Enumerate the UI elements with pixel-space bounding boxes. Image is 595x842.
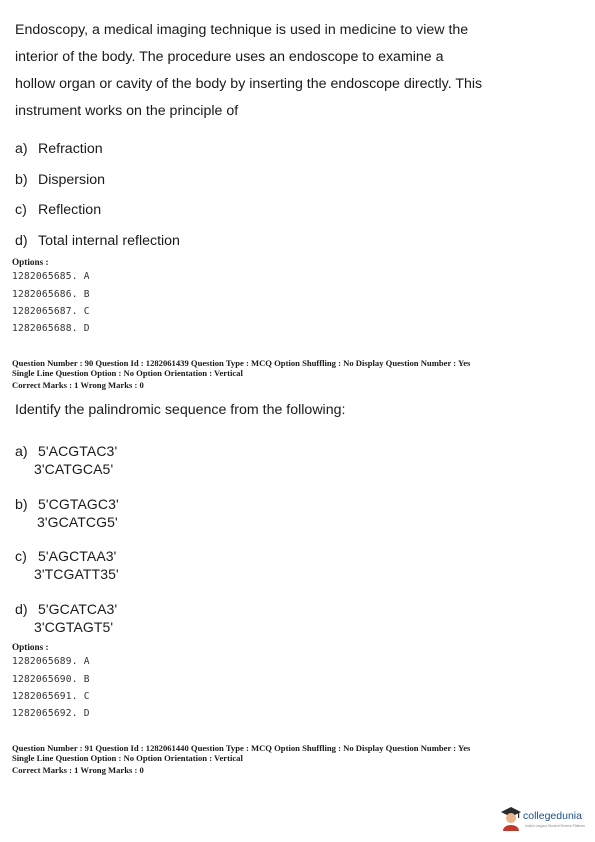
q2-meta-line-3: Correct Marks : 1 Wrong Marks : 0 (12, 380, 144, 390)
q2-option-d-letter: d) (15, 602, 28, 618)
q2-option-b-seq2: 3'GCATCG5' (37, 514, 118, 530)
q2-option-d (15, 601, 117, 618)
logo-name: collegedunia (523, 810, 582, 822)
graduate-avatar-icon (500, 805, 522, 831)
q1-option-a-text: Refraction (38, 141, 103, 157)
q2-meta (12, 359, 470, 391)
q1-option-b-text: Dispersion (38, 172, 106, 188)
q2-option-b-letter: b) (15, 497, 28, 513)
q1-option-b-letter: b) (15, 172, 28, 188)
q2-option-a-seq2: 3'CATGCA5' (34, 461, 114, 477)
q2-option-id-c: 1282065691. C (12, 691, 90, 702)
q2-option-d-seq1: 5'GCATCA3' (38, 601, 118, 617)
q2-option-c-seq2: 3'TCGATT35' (34, 566, 119, 582)
q1-option-id-d: 1282065688. D (12, 323, 90, 334)
q2-options-label: Options : (12, 642, 49, 652)
q1-option-c (15, 202, 101, 218)
logo-tagline: India's Largest Student Review Platform (525, 824, 586, 828)
q2-option-a-seq1: 5'ACGTAC3' (38, 443, 118, 459)
q1-option-c-letter: c) (15, 202, 27, 218)
q1-option-a (15, 141, 103, 157)
q2-option-b-seq1: 5'CGTAGC3' (38, 496, 119, 512)
q1-option-id-b: 1282065686. B (12, 289, 90, 300)
q2-option-id-a: 1282065689. A (12, 656, 90, 667)
q2-option-d-seq2: 3'CGTAGT5' (34, 619, 114, 635)
q1-option-d-text: Total internal reflection (38, 233, 180, 249)
q1-option-id-c: 1282065687. C (12, 306, 90, 317)
q2-meta-line-1: Question Number : 90 Question Id : 1282061439 Question Type : MCQ Option Shuffling : No Display Question Number : Yes (12, 358, 471, 368)
q1-option-b (15, 172, 105, 188)
q1-line-2: interior of the body. The procedure uses an endoscope to examine a (15, 49, 444, 65)
q1-line-3: hollow organ or cavity of the body by inserting the endoscope directly. This (15, 76, 483, 92)
q1-option-id-a: 1282065685. A (12, 271, 90, 282)
q1-options-label: Options : (12, 257, 49, 267)
q2-option-a-letter: a) (15, 444, 28, 460)
q1-option-a-letter: a) (15, 141, 28, 157)
q1-text (15, 17, 585, 125)
q2-option-id-b: 1282065690. B (12, 674, 90, 685)
q2-option-b (15, 496, 119, 513)
q2-option-c-seq1: 5'AGCTAA3' (38, 548, 117, 564)
q2-option-a (15, 443, 117, 460)
q1-option-d (15, 233, 180, 249)
q1-line-1: Endoscopy, a medical imaging technique is used in medicine to view the (15, 22, 469, 38)
q3-meta (12, 744, 470, 776)
q2-option-c (15, 548, 116, 565)
q1-option-d-letter: d) (15, 233, 28, 249)
q3-meta-line-1: Question Number : 91 Question Id : 1282061440 Question Type : MCQ Option Shuffling : No Display Question Number : Yes (12, 743, 471, 753)
q3-meta-line-2: Single Line Question Option : No Option Orientation : Vertical (12, 752, 243, 763)
q2-meta-line-2: Single Line Question Option : No Option Orientation : Vertical (12, 367, 243, 378)
q2-text: Identify the palindromic sequence from the following: (15, 402, 346, 418)
q3-meta-line-3: Correct Marks : 1 Wrong Marks : 0 (12, 765, 144, 775)
q1-option-c-text: Reflection (38, 202, 102, 218)
q2-option-c-letter: c) (15, 549, 27, 565)
q1-line-4: instrument works on the principle of (15, 103, 239, 119)
q2-option-id-d: 1282065692. D (12, 708, 90, 719)
collegedunia-logo (500, 803, 590, 833)
